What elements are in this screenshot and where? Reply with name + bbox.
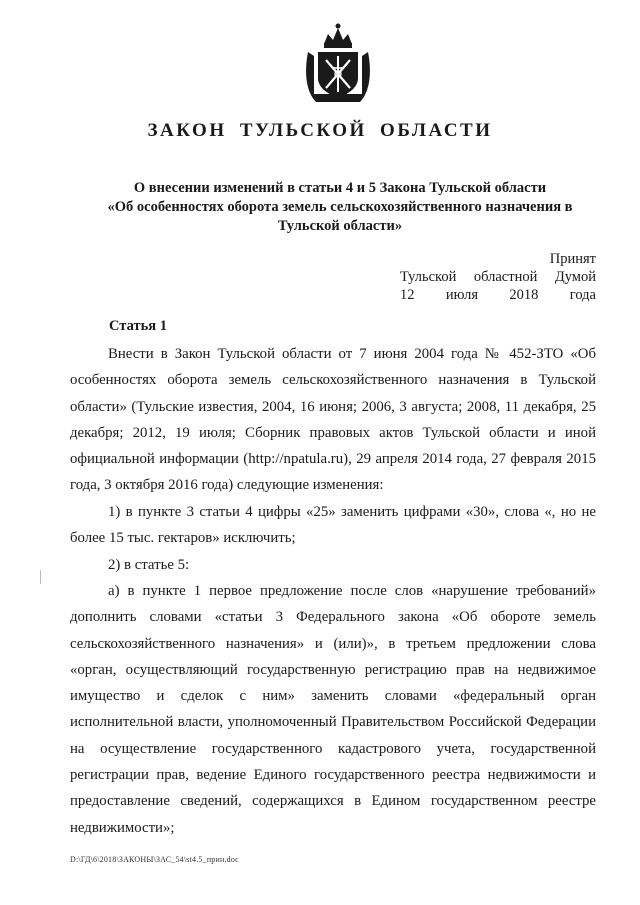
subject-line-2: «Об особенностях оборота земель сельскохозяйственного назначения в bbox=[107, 199, 573, 215]
law-subject bbox=[70, 179, 610, 236]
paragraph-3 bbox=[70, 552, 596, 578]
adopted-label: Принят bbox=[549, 251, 596, 267]
tula-coat-of-arms-icon bbox=[302, 22, 374, 106]
paragraph-text: Внести в Закон Тульской области от 7 июня 2004 года № 452-ЗТО «Об особенностях оборота земель сельскохозяйственного назначения в Тульской области» (Тульские известия, 2004, 16 июня; 2006, 3 августа; 2008, 11 декабря, 25 декабря; 2012, 19 июля; Сборник правовых актов Тульской области и иной официальной информации (http://npatula.ru), 29 апреля 2014 года, 27 февраля 2015 года, 3 октября 2016 года) следующие изменения: bbox=[70, 346, 596, 494]
paragraph-4 bbox=[70, 578, 596, 841]
paragraph-2 bbox=[70, 499, 596, 552]
adopted-date: 12 июля 2018 года bbox=[400, 287, 596, 303]
paragraph-text: 1) в пункте 3 статьи 4 цифры «25» заменить цифрами «30», слова «, но не более 15 тыс. гектаров» исключить; bbox=[70, 504, 596, 547]
article-heading: Статья 1 bbox=[109, 318, 167, 334]
adopted-by: Тульской областной Думой bbox=[400, 269, 596, 285]
footer-file-path: D:\ГД\6\2018\ЗАКОНЫ\ЗАС_54\st4.5_прин.doc bbox=[70, 855, 239, 864]
paragraph-1 bbox=[70, 341, 596, 499]
subject-line-1: О внесении изменений в статьи 4 и 5 Закона Тульской области bbox=[133, 180, 547, 196]
scan-margin-mark bbox=[40, 570, 41, 584]
paragraph-text: а) в пункте 1 первое предложение после слов «нарушение требований» дополнить словами «статьи 3 Федерального закона «Об обороте земель сельскохозяйственного назначения» и (или)», в третьем предложении слова «орган, осуществляющий государственную регистрацию прав на недвижимое имущество и сделок с ним» заменить словами «федеральный орган исполнительной власти, уполномоченный Правительством Российской Федерации на осуществление государственного кадастрового учета, государственной регистрации прав, ведение Единого государственного реестра недвижимости и предоставление сведений, содержащихся в Едином государственном реестре недвижимости»; bbox=[70, 583, 596, 836]
paragraph-text: 2) в статье 5: bbox=[108, 557, 190, 573]
law-title: ЗАКОН ТУЛЬСКОЙ ОБЛАСТИ bbox=[147, 120, 493, 141]
adoption-block bbox=[400, 250, 596, 304]
subject-line-3: Тульской области» bbox=[277, 218, 403, 234]
